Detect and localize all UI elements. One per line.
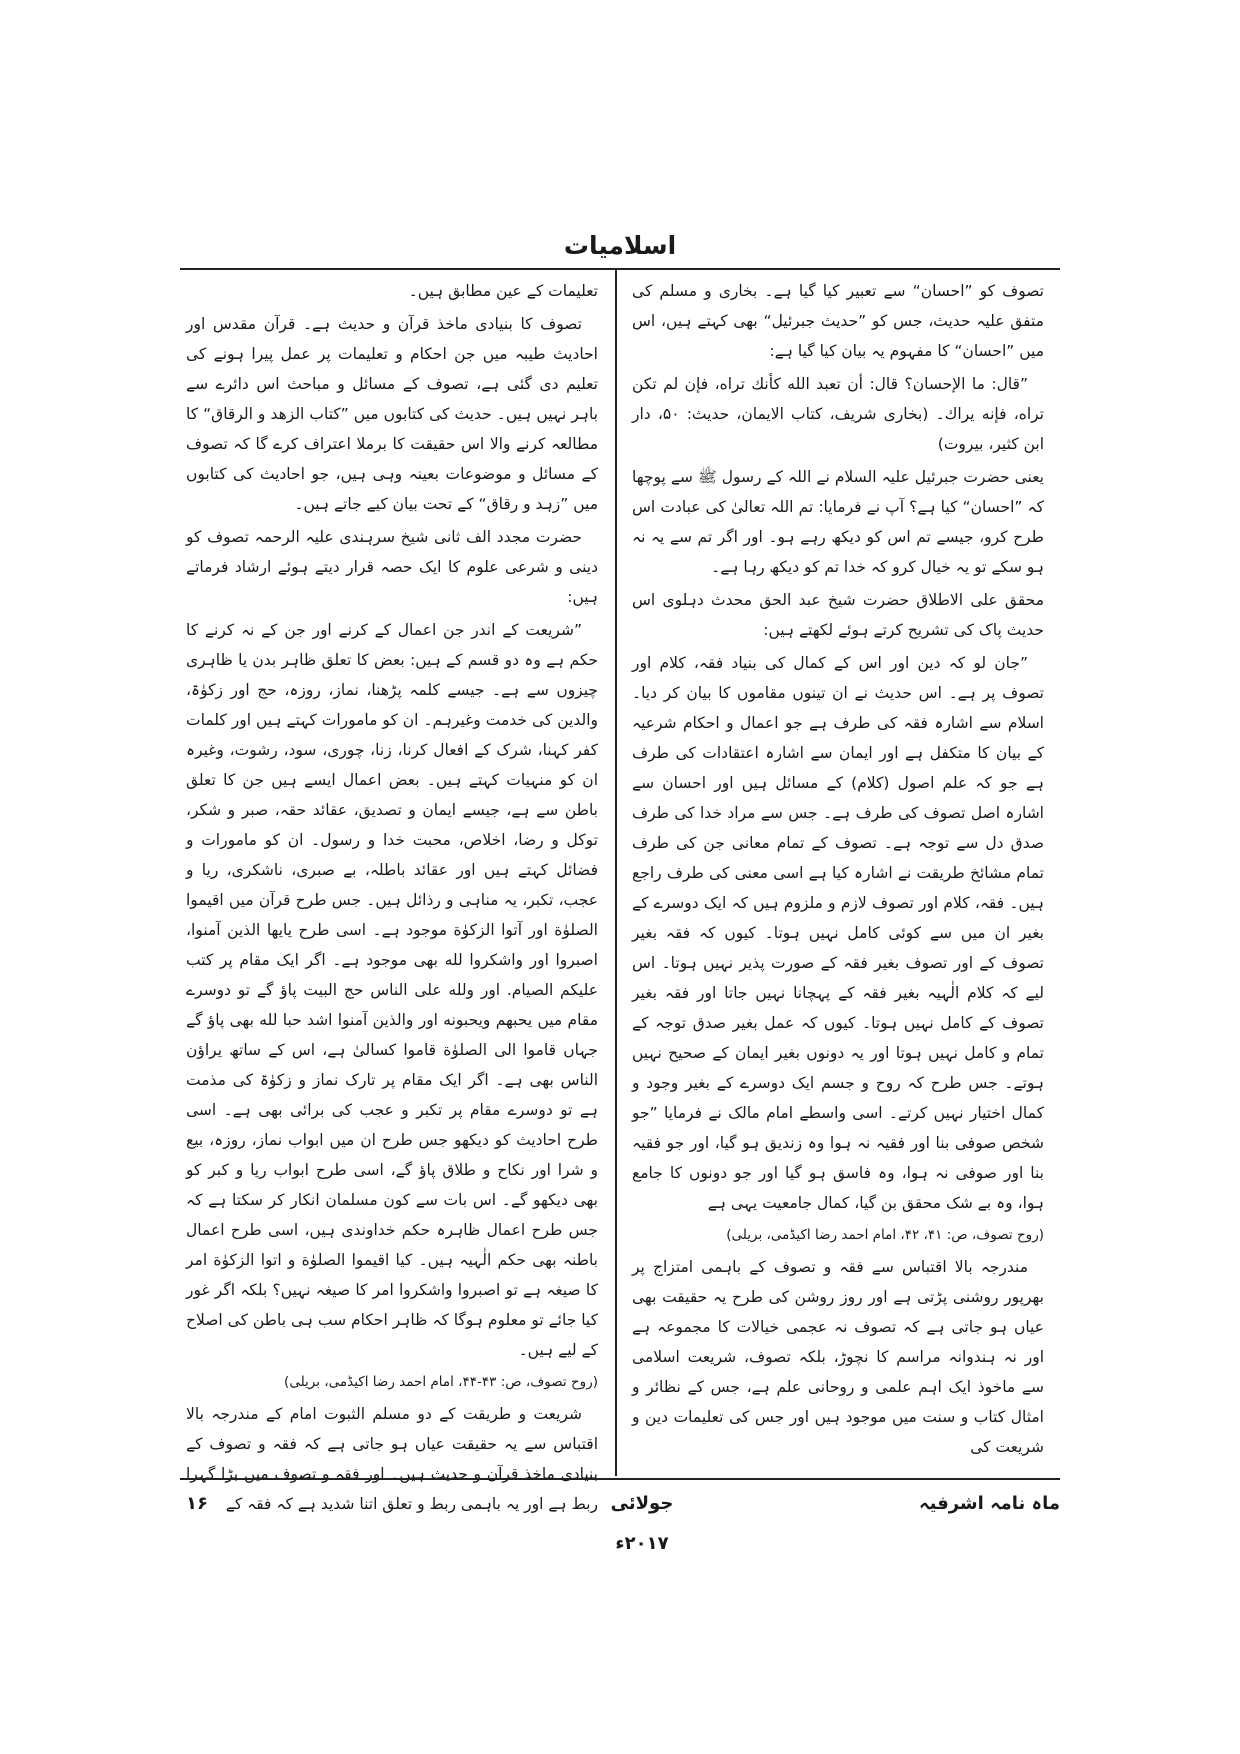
header-rule [180,268,1060,270]
footer-rule [180,1478,1060,1480]
quotation: ”جان لو کہ دین اور اس کے کمال کی بنیاد فقہ، کلام اور تصوف پر ہے۔ اس حدیث نے ان تینوں مقاموں کا بیان کر دیا۔ اسلام سے اشارہ فقہ کی طرف ہے جو اعمال و احکام شرعیہ کے بیان کا متکفل ہے اور ایمان سے اشارہ اعتقادات کی طرف ہے جو کہ علم اصول (کلام) کے مسائل ہیں اور احسان سے اشارہ اصل تصوف کی طرف ہے۔ جس سے مراد خدا کی طرف صدق دل سے توجہ ہے۔ تصوف کے تمام معانی جن کی طرف تمام مشائخ طریقت نے اشارہ کیا ہے اسی معنی کی طرف راجع ہیں۔ فقہ، کلام اور تصوف لازم و ملزوم ہیں کہ ایک دوسرے کے بغیر ان میں سے کوئی کامل نہیں ہوتا۔ کیوں کہ فقہ بغیر تصوف کے اور تصوف بغیر فقہ کے صورت پذیر نہیں ہوتا۔ اس لیے کہ کلام الٰہیہ بغیر فقہ کے پہچانا نہیں جاتا اور فقہ بغیر تصوف کے کامل نہیں ہوتا۔ کیوں کہ عمل بغیر صدق توجہ کے تمام و کامل نہیں ہوتا اور یہ دونوں بغیر ایمان کے صحیح نہیں ہوتے۔ جس طرح کہ روح و جسم ایک دوسرے کے بغیر وجود و کمال اختیار نہیں کرتے۔ اسی واسطے امام مالک نے فرمایا ”جو شخص صوفی بنا اور فقیہ نہ ہوا وہ زندیق ہو گیا، اور جو فقیہ بنا اور صوفی نہ ہوا، وہ فاسق ہو گیا اور جو دونوں کا جامع ہوا، وہ بے شک محقق بن گیا، کمال جامعیت یہی ہے [632,654,1044,1212]
right-column [632,276,1044,1472]
paragraph: تعلیمات کے عین مطابق ہیں۔ [408,282,598,300]
paragraph: شریعت و طریقت کے دو مسلم الثبوت امام کے مندرجہ بالا اقتباس سے یہ حقیقت عیاں ہو جاتی ہے کہ فقہ و تصوف کے بنیادی ماخذ قرآن و حدیث ہیں۔ اور فقہ و تصوف میں بڑا گہرا ربط ہے اور یہ باہمی ربط و تعلق اتنا شدید ہے کہ فقہ کے [186,1405,598,1513]
quotation: ”شریعت کے اندر جن اعمال کے کرنے اور جن کے نہ کرنے کا حکم ہے وہ دو قسم کے ہیں: بعض کا تعلق ظاہر بدن یا ظاہری چیزوں سے ہے۔ جیسے کلمہ پڑھنا، نماز، روزہ، حج اور زکوٰۃ، والدین کی خدمت وغیرہم۔ ان کو مامورات کہتے ہیں اور کلمات کفر کہنا، شرک کے افعال کرنا، زنا، چوری، سود، رشوت، وغیرہ ان کو منہیات کہتے ہیں۔ بعض اعمال ایسے ہیں جن کا تعلق باطن سے ہے، جیسے ایمان و تصدیق، عقائد حقہ، صبر و شکر، توکل و رضا، اخلاص، محبت خدا و رسول۔ ان کو مامورات و فضائل کہتے ہیں اور عقائد باطلہ، بے صبری، ناشکری، ریا و عجب، تکبر، یہ مناہی و رذائل ہیں۔ جس طرح قرآن میں اقيموا الصلوٰة اور آتوا الزكوٰة موجود ہے۔ اسی طرح يايها الذين آمنوا، اصبروا اور واشكروا لله بھی موجود ہے۔ اگر ایک مقام پر كتب عليكم الصيام. اور ولله على الناس حج البيت پاؤ گے تو دوسرے مقام میں يحبهم ويحبونه اور والذين آمنوا اشد حبا لله بھی پاؤ گے جہاں قاموا الى الصلوٰة قاموا كسالىٰ ہے، اس کے ساتھ يراؤن الناس بھی ہے۔ اگر ایک مقام پر تارک نماز و زکوٰۃ کی مذمت ہے تو دوسرے مقام پر تکبر و عجب کی برائی بھی ہے۔ اسی طرح احادیث کو دیکھو جس طرح ان میں ابواب نماز، روزہ، بیع و شرا اور نکاح و طلاق پاؤ گے، اسی طرح ابواب ریا و کبر کو بھی دیکھو گے۔ اس بات سے کون مسلمان انکار کر سکتا ہے کہ جس طرح اعمال ظاہرہ حکم خداوندی ہیں، اسی طرح اعمال باطنہ بھی حکم الٰہیہ ہیں۔ کیا اقيموا الصلوٰة و اتوا الزكوٰة امر کا صیغہ ہے تو اصبروا واشكروا امر کا صیغہ نہیں؟ بلکہ اگر غور کیا جائے تو معلوم ہوگا کہ ظاہر احکام سب ہی باطن کی اصلاح کے لیے ہیں۔ [186,621,598,1359]
page-header [180,226,1060,270]
citation: (روح تصوف، ص: ۴۱، ۴۲، امام احمد رضا اکیڈمی، بریلی) [726,1227,1044,1243]
page-title: اسلامیات [563,231,677,260]
page-footer [186,1484,1060,1554]
paragraph: محقق علی الاطلاق حضرت شیخ عبد الحق محدث دہلوی اس حدیث پاک کی تشریح کرتے ہوئے لکھتے ہیں: [632,591,1044,639]
citation: (روح تصوف، ص: ۴۳-۴۴، امام احمد رضا اکیڈمی، بریلی) [284,1374,598,1390]
paragraph: تصوف کا بنیادی ماخذ قرآن و حدیث ہے۔ قرآن مقدس اور احادیث طیبہ میں جن احکام و تعلیمات پر عمل پیرا ہونے کی تعلیم دی گئی ہے، تصوف کے مسائل و مباحث اس دائرے سے باہر نہیں ہیں۔ حدیث کی کتابوں میں ”کتاب الزهد و الرقاق“ کا مطالعہ کرنے والا اس حقیقت کا برملا اعتراف کرے گا کہ تصوف کے مسائل و موضوعات بعینہ وہی ہیں، جو احادیث کی کتابوں میں ”زہد و رقاق“ کے تحت بیان کیے جاتے ہیں۔ [186,315,598,513]
paragraph: حضرت مجدد الف ثانی شیخ سرہندی علیہ الرحمہ تصوف کو دینی و شرعی علوم کا ایک حصہ قرار دیتے ہوئے ارشاد فرماتے ہیں: [186,528,598,606]
paragraph: تصوف کو ”احسان“ سے تعبیر کیا گیا ہے۔ بخاری و مسلم کی متفق علیہ حدیث، جس کو ”حدیث جبرئیل“ بھی کہتے ہیں، اس میں ”احسان“ کا مفہوم یہ بیان کیا گیا ہے: [632,282,1044,360]
column-divider [615,270,617,1476]
issue-date: جولائی ۲۰۱۷ء [610,1493,674,1554]
magazine-name: ماہ نامہ اشرفیہ [919,1493,1060,1514]
paragraph: یعنی حضرت جبرئیل علیہ السلام نے اللہ کے رسول ﷺ سے پوچھا کہ ”احسان“ کیا ہے؟ آپ نے فرمایا: تم اللہ تعالیٰ کی عبادت اس طرح کرو، جیسے تم اس کو دیکھ رہے ہو۔ اور اگر تم سے یہ نہ ہو سکے تو یہ خیال کرو کہ خدا تم کو دیکھ رہا ہے۔ [632,468,1044,576]
page-number: ۱۶ [186,1493,208,1514]
arabic-quote: ”قال: ما الإحسان؟ قال: أن تعبد الله كأنك تراه، فإن لم تكن تراه، فإنه يراك۔ (بخاری شریف، کتاب الایمان، حدیث: ۵۰، دار ابن کثیر، بیروت) [632,375,1044,453]
paragraph: مندرجہ بالا اقتباس سے فقہ و تصوف کے باہمی امتزاج پر بھرپور روشنی پڑتی ہے اور روز روشن کی طرح یہ حقیقت بھی عیاں ہو جاتی ہے کہ تصوف نہ عجمی خیالات کا مجموعہ ہے اور نہ ہندوانہ مراسم کا نچوڑ، بلکہ تصوف، شریعت اسلامی سے ماخوذ ایک اہم علمی و روحانی علم ہے، جس کے نظائر و امثال کتاب و سنت میں موجود ہیں اور جس کی تعلیمات دین و شریعت کی [632,1258,1044,1456]
